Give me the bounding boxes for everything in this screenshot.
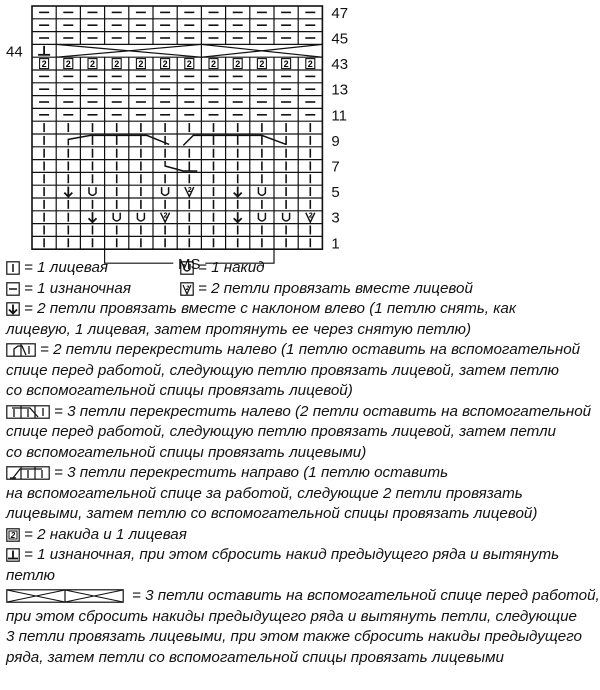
legend-entry [6,381,353,402]
legend-text: петлю [6,566,55,584]
yarn-over-mark [113,213,120,221]
yarn-over-icon [180,261,194,275]
k2tog-digit: 2 [163,212,168,220]
legend-text: = 1 лицевая [24,259,109,276]
svg-text:2: 2 [10,530,16,540]
legend-text: = 1 накид [198,259,265,276]
legend-entry [6,607,577,628]
double-yo-digit: 2 [162,59,168,70]
k2tog-digit: 2 [308,212,313,220]
legend-text: = 3 петли оставить на вспомогательной спице перед работой, [132,587,600,604]
row-label-13: 13 [331,81,349,99]
purl-icon [6,282,20,296]
legend-text: = 2 петли провязать вместе лицевой [198,279,473,297]
row-label-5: 5 [331,184,340,202]
legend-text: = 2 петли провязать вместе с наклоном влево (1 петлю снять, как [24,300,517,317]
legend-entry [180,279,473,300]
row-label-43: 43 [331,56,349,74]
cable-3-mark [68,135,169,145]
legend-entry [6,566,55,587]
chart-grid [32,6,322,249]
cross-2-left-icon [6,343,36,357]
double-yo-icon [6,528,20,542]
double-yo-digit: 2 [89,59,96,70]
legend-entry [6,484,523,505]
legend-text: со вспомогательной спицы провязать лицевой) [6,382,353,399]
row-label-44: 44 [6,43,23,61]
legend-text: = 1 изнаночная [24,279,131,297]
legend-entry [6,299,516,320]
legend-entry [6,361,559,382]
legend-text: = 3 петли перекрестить направо (1 петлю оставить [54,464,449,481]
row-label-3: 3 [331,209,340,227]
legend-text: со вспомогательной спицы провязать лицевыми) [6,443,367,461]
legend-entry [180,258,265,279]
cable-2-mark [165,161,197,171]
cross-3-left-icon [6,405,50,419]
double-yo-digit: 2 [307,59,313,70]
legend-text: = 3 петли перекрестить налево (2 петли оставить на вспомогательной [54,402,592,420]
cross-6-icon [6,589,124,603]
legend-text: = 2 петли перекрестить налево (1 петлю оставить на вспомогательной [40,341,581,358]
repeat-label: MS [178,256,201,274]
double-yo-digit: 2 [259,59,265,70]
yarn-over-mark [283,213,290,221]
row-label-11: 11 [331,107,347,125]
k2tog-icon [180,282,194,296]
row-label-1: 1 [331,235,340,253]
yarn-over-mark [258,213,265,221]
row-label-9: 9 [331,132,340,150]
double-yo-digit: 2 [210,59,217,70]
double-yo-digit: 2 [65,59,71,70]
double-yo-digit: 2 [114,59,120,70]
double-yo-digit: 2 [41,59,47,70]
legend-entry [6,258,108,279]
legend-text: спице перед работой, следующую петлю провязать лицевой, затем петлю [6,361,559,379]
yarn-over-mark [137,213,144,221]
purl-drop-icon [6,548,20,562]
cable-3-mark [183,135,286,145]
legend-entry [6,545,559,566]
ssk-icon [6,302,20,316]
legend-entry [6,648,504,669]
legend-text: лицевыми, затем петлю со вспомогательной спицы провязать лицевой) [6,505,538,522]
row-label-7: 7 [331,158,340,176]
yarn-over-mark [89,187,96,195]
double-yo-digit: 2 [283,59,289,70]
legend-text: лицевую, 1 лицевая, затем протянуть ее через снятую петлю) [6,320,471,338]
legend-text: спице перед работой, следующую петлю провязать лицевой, затем петли [6,423,556,440]
legend-entry [6,586,600,607]
legend-text: = 1 изнаночная, при этом сбросить накид предыдущего ряда и вытянуть [24,546,560,563]
legend-entry [6,463,448,484]
row-label-45: 45 [331,30,349,48]
yarn-over-mark [258,187,265,195]
double-yo-digit: 2 [186,59,192,70]
legend-text: ряда, затем петли со вспомогательной спицы провязать лицевыми [6,648,504,666]
legend-text: при этом сбросить накиды предыдущего ряда и вытянуть петли, следующие [6,607,577,625]
legend-text: 3 петли провязать лицевыми, при этом также сбросить накиды предыдущего [6,628,582,645]
legend-entry [6,627,582,648]
legend-text: = 2 накида и 1 лицевая [24,525,187,543]
svg-text:2: 2 [185,285,190,292]
legend-entry [6,402,591,423]
legend-entry [6,279,131,300]
legend-entry [6,340,580,361]
cross-3-right-icon [6,466,50,480]
yarn-over-mark [162,187,169,195]
legend-entry [6,422,556,443]
legend-entry [6,504,537,525]
legend-entry [6,320,471,341]
row-label-47: 47 [331,4,349,22]
legend-entry [6,525,187,546]
legend-text: на вспомогательной спице за работой, следующие 2 петли провязать [6,484,523,502]
k2tog-digit: 2 [187,187,192,195]
double-yo-digit: 2 [138,59,144,70]
knit-icon [6,261,20,275]
legend-entry [6,443,366,464]
double-yo-digit: 2 [235,59,241,70]
